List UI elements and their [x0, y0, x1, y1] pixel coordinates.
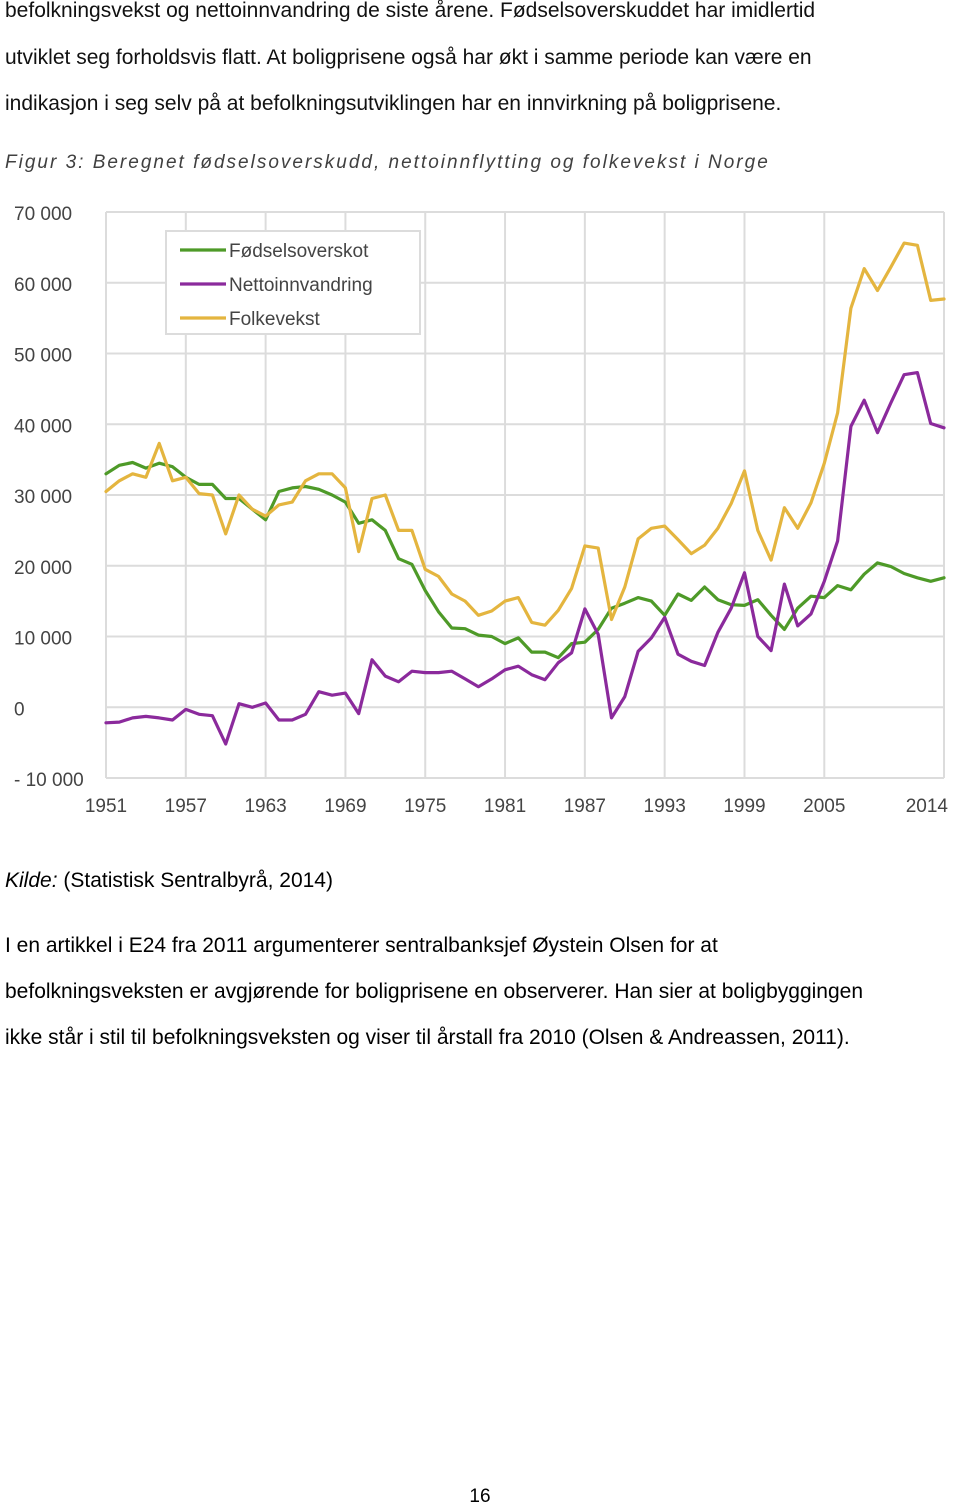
intro-paragraph: [5, 0, 955, 128]
source-text: (Statistisk Sentralbyrå, 2014): [57, 869, 333, 892]
page-number: 16: [469, 1486, 491, 1507]
x-tick-label: 1987: [563, 796, 606, 817]
x-tick-label: 1963: [244, 796, 287, 817]
intro-line: indikasjon i seg selv på at befolkningsutviklingen har en innvirkning på boligprisene.: [5, 92, 782, 115]
x-tick-label: 1951: [84, 796, 128, 817]
source-label: Kilde:: [5, 869, 58, 892]
legend-label: Folkevekst: [229, 309, 320, 330]
y-tick-label: 20 000: [14, 557, 73, 579]
population-line-chart: [0, 190, 960, 830]
x-tick-label: 1981: [483, 796, 527, 817]
x-tick-label: 2014: [905, 796, 948, 817]
legend-label: Nettoinnvandring: [229, 275, 373, 296]
x-tick-label: 1993: [643, 796, 686, 817]
body-paragraph: [5, 923, 955, 1061]
y-tick-label: 40 000: [14, 416, 73, 438]
x-tick-label: 2005: [803, 796, 846, 817]
x-tick-label: 1957: [164, 796, 207, 817]
body-line: I en artikkel i E24 fra 2011 argumenterer sentralbanksjef Øystein Olsen for at: [5, 934, 718, 957]
y-tick-label: 30 000: [14, 487, 73, 508]
y-tick-label: - 10 000: [14, 770, 84, 791]
intro-line: utviklet seg forholdsvis flatt. At boligprisene også har økt i samme periode kan være en: [5, 45, 812, 69]
y-tick-label: 60 000: [14, 274, 73, 296]
y-tick-label: 0: [14, 699, 25, 721]
figure-caption: Figur 3: Beregnet fødselsoverskudd, nettoinnflytting og folkevekst i Norge: [5, 152, 770, 173]
y-tick-label: 70 000: [14, 204, 73, 225]
x-tick-label: 1999: [723, 796, 766, 817]
y-tick-label: 50 000: [14, 345, 73, 367]
x-tick-label: 1975: [404, 796, 447, 817]
legend-label: Fødselsoverskot: [229, 241, 369, 262]
y-tick-label: 10 000: [14, 628, 73, 650]
body-line: befolkningsveksten er avgjørende for boligprisene en observerer. Han sier at boligbyggingen: [5, 980, 864, 1003]
intro-line: befolkningsvekst og nettoinnvandring de siste årene. Fødselsoverskuddet har imidlertid: [5, 0, 816, 22]
x-tick-label: 1969: [324, 796, 367, 817]
body-line: ikke står i stil til befolkningsveksten og viser til årstall fra 2010 (Olsen & Andreassen, 2011).: [5, 1026, 850, 1049]
figure-source: [5, 869, 333, 893]
